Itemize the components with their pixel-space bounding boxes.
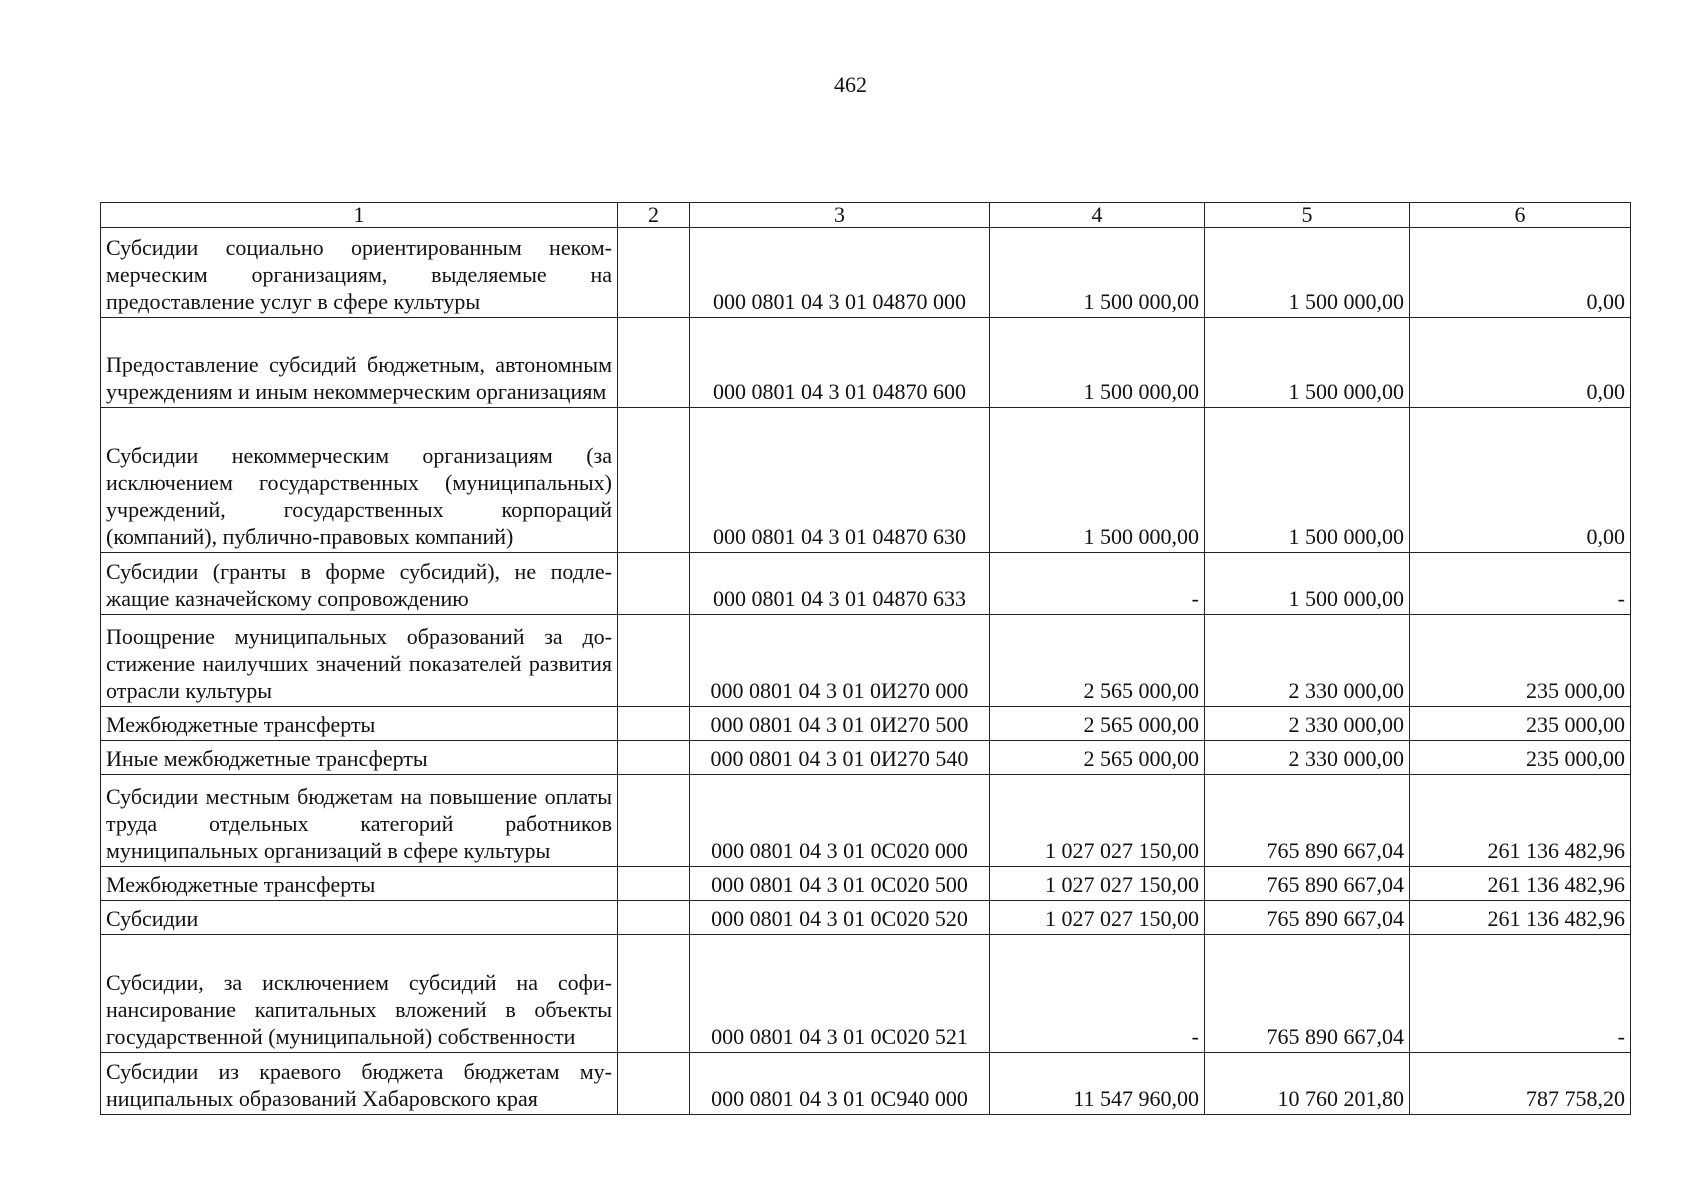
row-name-cell: Поощрение муниципальных образований за достижение наилучших значений показателей развития отрасли культуры	[101, 615, 618, 707]
row-col4-cell: -	[990, 935, 1205, 1053]
row-col6-cell: 261 136 482,96	[1410, 901, 1631, 935]
row-code-cell: 000 0801 04 3 01 0И270 540	[690, 741, 990, 775]
row-code-cell: 000 0801 04 3 01 0И270 500	[690, 707, 990, 741]
row-col2-cell	[618, 707, 690, 741]
table-row	[101, 615, 1631, 707]
row-col5-cell: 765 890 667,04	[1205, 901, 1410, 935]
column-header-6: 6	[1410, 203, 1631, 228]
row-col4-cell: 1 027 027 150,00	[990, 867, 1205, 901]
row-col2-cell	[618, 228, 690, 318]
row-col5-cell: 10 760 201,80	[1205, 1053, 1410, 1115]
row-name-cell: Субсидии некоммерческим организациям (за исключением государственных (муниципальных) учреждений, государственных корпораций (компаний), публично-правовых компаний)	[101, 408, 618, 553]
row-col5-cell: 1 500 000,00	[1205, 553, 1410, 615]
table-row	[101, 867, 1631, 901]
column-header-1: 1	[101, 203, 618, 228]
row-code-cell: 000 0801 04 3 01 04870 000	[690, 228, 990, 318]
column-number-row	[101, 203, 1631, 228]
row-col4-cell: 11 547 960,00	[990, 1053, 1205, 1115]
row-col6-cell: 235 000,00	[1410, 707, 1631, 741]
row-col6-cell: 261 136 482,96	[1410, 867, 1631, 901]
row-col4-cell: 1 027 027 150,00	[990, 901, 1205, 935]
row-col4-cell: -	[990, 553, 1205, 615]
row-col5-cell: 2 330 000,00	[1205, 741, 1410, 775]
row-col2-cell	[618, 741, 690, 775]
row-col6-cell: 0,00	[1410, 408, 1631, 553]
row-col5-cell: 2 330 000,00	[1205, 615, 1410, 707]
row-col4-cell: 2 565 000,00	[990, 741, 1205, 775]
row-col5-cell: 2 330 000,00	[1205, 707, 1410, 741]
row-col6-cell: -	[1410, 553, 1631, 615]
row-col6-cell: 0,00	[1410, 228, 1631, 318]
row-name-cell: Межбюджетные трансферты	[101, 707, 618, 741]
row-col5-cell: 765 890 667,04	[1205, 867, 1410, 901]
row-col4-cell: 1 500 000,00	[990, 318, 1205, 408]
row-col2-cell	[618, 935, 690, 1053]
row-code-cell: 000 0801 04 3 01 0С020 000	[690, 775, 990, 867]
table-row	[101, 228, 1631, 318]
budget-table	[100, 202, 1631, 1115]
row-code-cell: 000 0801 04 3 01 04870 630	[690, 408, 990, 553]
row-col4-cell: 2 565 000,00	[990, 707, 1205, 741]
table-row	[101, 707, 1631, 741]
table-row	[101, 741, 1631, 775]
row-name-cell: Иные межбюджетные трансферты	[101, 741, 618, 775]
row-col4-cell: 1 500 000,00	[990, 408, 1205, 553]
row-name-cell: Субсидии из краевого бюджета бюджетам муниципальных образований Хабаровского края	[101, 1053, 618, 1115]
row-col6-cell: 261 136 482,96	[1410, 775, 1631, 867]
row-code-cell: 000 0801 04 3 01 0С940 000	[690, 1053, 990, 1115]
row-name-cell: Предоставление субсидий бюджетным, автономным учреждениям и иным некоммерческим организациям	[101, 318, 618, 408]
row-col4-cell: 1 500 000,00	[990, 228, 1205, 318]
row-code-cell: 000 0801 04 3 01 0С020 521	[690, 935, 990, 1053]
column-header-2: 2	[618, 203, 690, 228]
row-col2-cell	[618, 901, 690, 935]
row-name-cell: Субсидии	[101, 901, 618, 935]
column-header-5: 5	[1205, 203, 1410, 228]
row-col2-cell	[618, 1053, 690, 1115]
row-name-cell: Субсидии, за исключением субсидий на софинансирование капитальных вложений в объекты государственной (муниципальной) собственности	[101, 935, 618, 1053]
row-col5-cell: 1 500 000,00	[1205, 228, 1410, 318]
row-name-cell: Субсидии социально ориентированным некоммерческим организациям, выделяемые на предоставление услуг в сфере культуры	[101, 228, 618, 318]
row-code-cell: 000 0801 04 3 01 0И270 000	[690, 615, 990, 707]
row-name-cell: Межбюджетные трансферты	[101, 867, 618, 901]
row-col6-cell: 235 000,00	[1410, 741, 1631, 775]
page-number: 462	[834, 72, 867, 97]
row-col2-cell	[618, 408, 690, 553]
table-row	[101, 775, 1631, 867]
table-row	[101, 1053, 1631, 1115]
row-col5-cell: 765 890 667,04	[1205, 775, 1410, 867]
row-col4-cell: 1 027 027 150,00	[990, 775, 1205, 867]
row-col2-cell	[618, 553, 690, 615]
row-col2-cell	[618, 318, 690, 408]
table-row	[101, 318, 1631, 408]
row-col6-cell: -	[1410, 935, 1631, 1053]
table-row	[101, 553, 1631, 615]
column-header-3: 3	[690, 203, 990, 228]
column-header-4: 4	[990, 203, 1205, 228]
row-code-cell: 000 0801 04 3 01 04870 633	[690, 553, 990, 615]
row-col6-cell: 235 000,00	[1410, 615, 1631, 707]
row-col2-cell	[618, 775, 690, 867]
row-col2-cell	[618, 867, 690, 901]
row-code-cell: 000 0801 04 3 01 04870 600	[690, 318, 990, 408]
row-col2-cell	[618, 615, 690, 707]
table-row	[101, 408, 1631, 553]
row-col6-cell: 787 758,20	[1410, 1053, 1631, 1115]
row-name-cell: Субсидии (гранты в форме субсидий), не подлежащие казначейскому сопровождению	[101, 553, 618, 615]
row-col5-cell: 1 500 000,00	[1205, 318, 1410, 408]
row-col6-cell: 0,00	[1410, 318, 1631, 408]
row-code-cell: 000 0801 04 3 01 0С020 520	[690, 901, 990, 935]
row-name-cell: Субсидии местным бюджетам на повышение оплаты труда отдельных категорий работников муниципальных организаций в сфере культуры	[101, 775, 618, 867]
row-col5-cell: 765 890 667,04	[1205, 935, 1410, 1053]
row-col4-cell: 2 565 000,00	[990, 615, 1205, 707]
table-row	[101, 901, 1631, 935]
row-col5-cell: 1 500 000,00	[1205, 408, 1410, 553]
row-code-cell: 000 0801 04 3 01 0С020 500	[690, 867, 990, 901]
table-row	[101, 935, 1631, 1053]
